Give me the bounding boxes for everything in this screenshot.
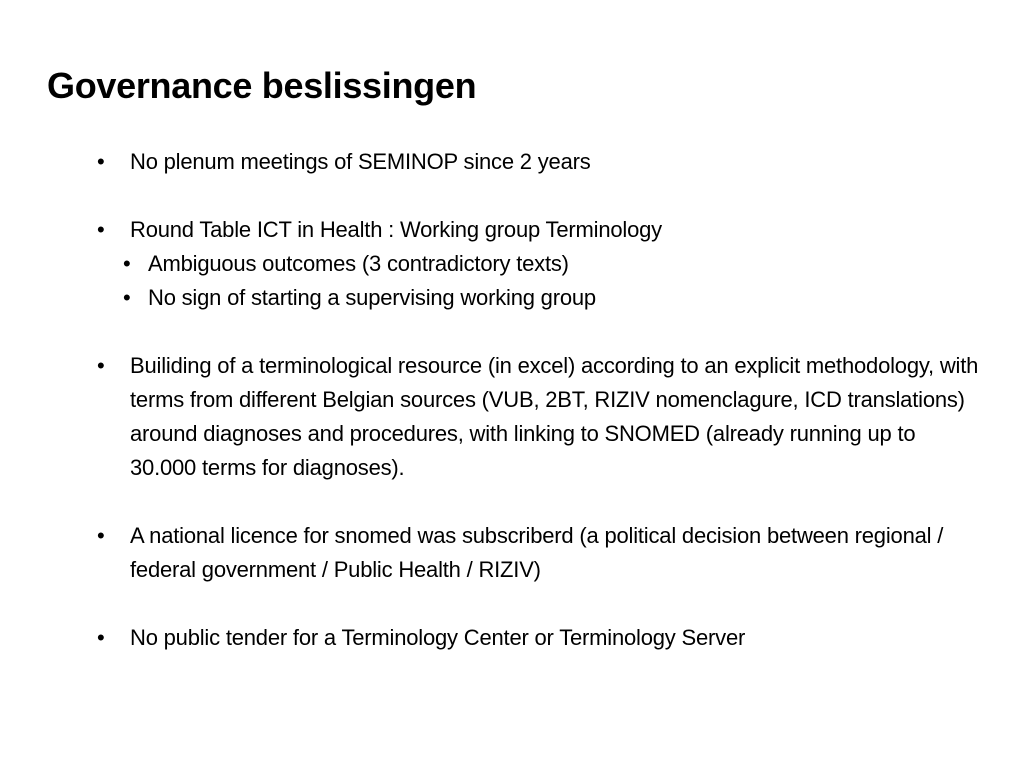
sub-bullet-text: Ambiguous outcomes (3 contradictory texts)	[148, 251, 569, 276]
slide-title: Governance beslissingen	[47, 65, 477, 106]
bullet-item	[97, 621, 987, 655]
bullet-icon: •	[97, 149, 105, 174]
bullet-item	[97, 213, 987, 247]
bullet-text: No public tender for a Terminology Center or Terminology Server	[130, 625, 746, 650]
sub-bullet-list	[97, 247, 987, 315]
bullet-item	[97, 349, 987, 485]
bullet-text: No plenum meetings of SEMINOP since 2 years	[130, 149, 591, 174]
bullet-icon: •	[97, 625, 105, 650]
sub-bullet-icon: •	[123, 285, 131, 310]
sub-bullet-item	[97, 247, 987, 281]
sub-bullet-icon: •	[123, 251, 131, 276]
sub-bullet-item	[97, 281, 987, 315]
bullet-list	[97, 145, 987, 655]
bullet-text: Builiding of a terminological resource (in excel) according to an explicit methodology, with terms from different Belgian sources (VUB, 2BT, RIZIV nomenclagure, ICD translations) around diagnoses and procedures, with linking to SNOMED (already running up to 30.000 terms for diagnoses).	[130, 353, 979, 480]
bullet-item	[97, 145, 987, 179]
bullet-icon: •	[97, 217, 105, 242]
bullet-text: A national licence for snomed was subscriberd (a political decision between regional / federal government / Public Health / RIZIV)	[130, 523, 944, 582]
bullet-text: Round Table ICT in Health : Working group Terminology	[130, 217, 662, 242]
bullet-item	[97, 519, 987, 587]
bullet-icon: •	[97, 353, 105, 378]
sub-list-wrapper	[97, 247, 987, 315]
bullet-icon: •	[97, 523, 105, 548]
sub-bullet-text: No sign of starting a supervising working group	[148, 285, 596, 310]
